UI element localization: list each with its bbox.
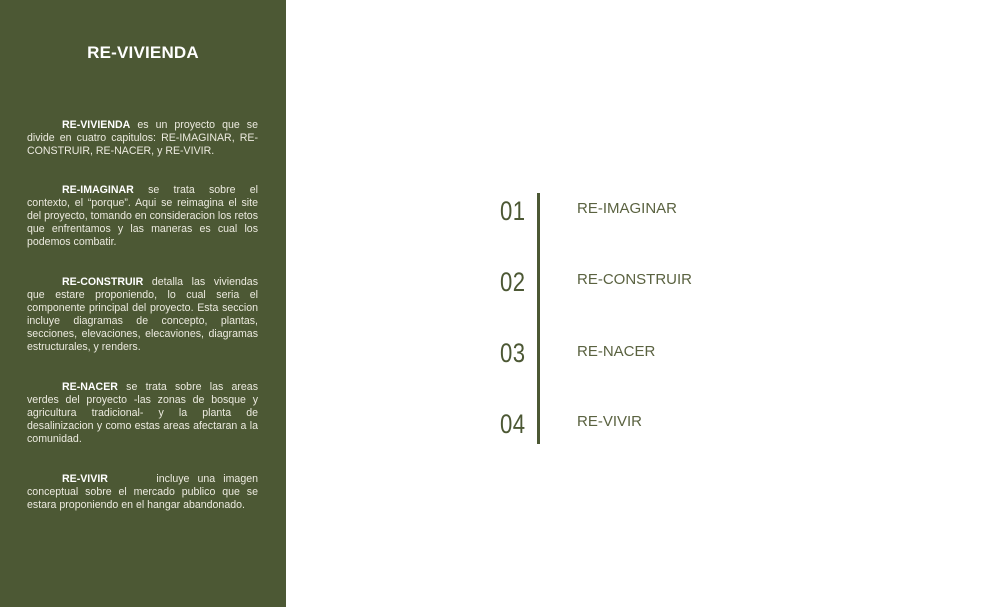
index-number-04: 04 [500, 409, 526, 439]
index-item-renacer[interactable]: RE-NACER [577, 343, 656, 360]
renacer-lead: RE-NACER [62, 381, 118, 393]
intro-paragraph [27, 119, 258, 158]
sidebar-panel [0, 0, 286, 607]
reimaginar-text: se trata sobre el contexto, el “porque”. Aqui se reimagina el site del proyecto, tomando en consideracion los retos que enfrentamos y las maneras es cual los podemos combatir. [27, 184, 258, 249]
renacer-text: se trata sobre las areas verdes del proyecto -las zonas de bosque y agricultura tradicional- y la planta de desalinizacion y como estas areas afectaran a la comunidad. [27, 381, 258, 446]
reimaginar-lead: RE-IMAGINAR [62, 184, 134, 196]
index-item-revivir[interactable]: RE-VIVIR [577, 413, 643, 430]
revivir-text: incluye una imagen conceptual sobre el mercado publico que se estara proponiendo en el hangar abandonado. [27, 473, 261, 512]
reconstruir-paragraph [27, 276, 258, 355]
reconstruir-text: detalla las viviendas que estare proponiendo, lo cual seria el componente principal del proyecto. Esta seccion incluye diagramas de concepto, plantas, secciones, elevaciones, elecaviones, diagramas estructurales, y renders. [27, 276, 258, 354]
intro-lead: RE-VIVIENDA [62, 119, 131, 131]
revivir-lead: RE-VIVIR [62, 473, 108, 485]
sidebar-title: RE-VIVIENDA [87, 43, 199, 62]
index-divider-line [537, 193, 540, 444]
reconstruir-lead: RE-CONSTRUIR [62, 276, 144, 288]
index-item-reconstruir[interactable]: RE-CONSTRUIR [577, 271, 692, 288]
revivir-paragraph [27, 473, 261, 512]
index-item-reimaginar[interactable]: RE-IMAGINAR [577, 200, 678, 217]
index-number-03: 03 [500, 338, 526, 368]
intro-text: es un proyecto que se divide en cuatro capitulos: RE-IMAGINAR, RE-CONSTRUIR, RE-NACER, y RE-VIVIR. [27, 119, 258, 158]
index-number-01: 01 [500, 196, 526, 226]
reimaginar-paragraph [27, 184, 258, 249]
index-number-02: 02 [500, 267, 526, 297]
renacer-paragraph [27, 381, 258, 446]
